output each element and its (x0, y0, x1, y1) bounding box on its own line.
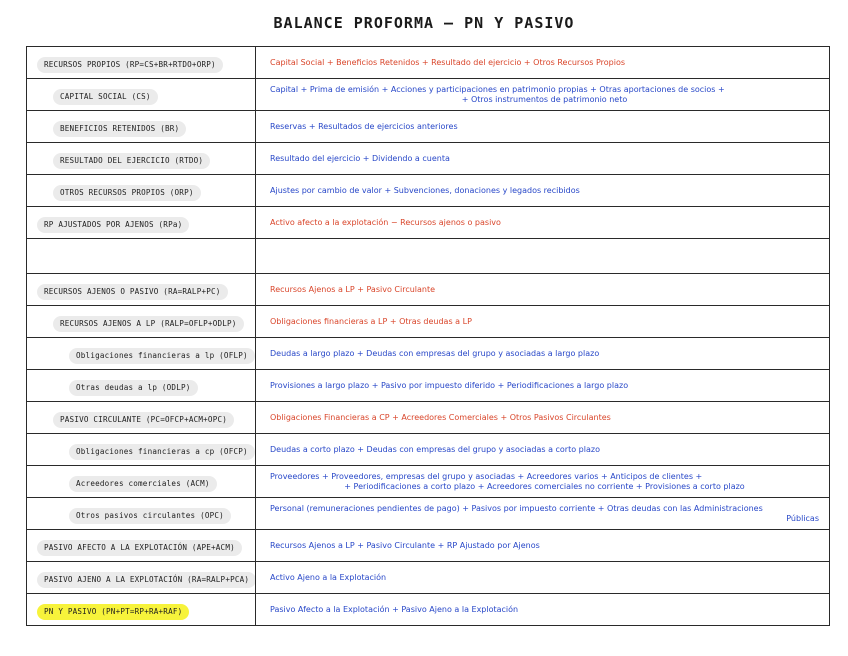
row-definition: Deudas a largo plazo + Deudas con empresas del grupo y asociadas a largo plazo (270, 348, 600, 358)
row-definition: Pasivo Afecto a la Explotación + Pasivo Ajeno a la Explotación (270, 604, 519, 614)
row-label: Obligaciones financieras a cp (OFCP) (69, 444, 255, 460)
table-row (27, 466, 830, 498)
row-definition: Resultado del ejercicio + Dividendo a cuenta (270, 153, 450, 163)
row-label: BENEFICIOS RETENIDOS (BR) (53, 121, 186, 137)
table-row (27, 498, 830, 530)
row-label: RECURSOS PROPIOS (RP=CS+BR+RTDO+ORP) (37, 57, 223, 73)
table-row (27, 594, 830, 626)
row-definition: Ajustes por cambio de valor + Subvenciones, donaciones y legados recibidos (270, 185, 580, 195)
row-label: Obligaciones financieras a lp (OFLP) (69, 348, 255, 364)
row-definition: Personal (remuneraciones pendientes de pago) + Pasivos por impuesto corriente + Otras deudas con las Administraciones Públicas (270, 503, 819, 523)
row-label: RECURSOS AJENOS A LP (RALP=OFLP+ODLP) (53, 316, 244, 332)
row-definition: Recursos Ajenos a LP + Pasivo Circulante + RP Ajustado por Ajenos (270, 540, 540, 550)
table-row (27, 306, 830, 338)
table-row (27, 175, 830, 207)
row-definition: Deudas a corto plazo + Deudas con empresas del grupo y asociadas a corto plazo (270, 444, 600, 454)
table-row (27, 562, 830, 594)
table-row (27, 111, 830, 143)
row-definition: Obligaciones Financieras a CP + Acreedores Comerciales + Otros Pasivos Circulantes (270, 412, 611, 422)
row-label: PASIVO AFECTO A LA EXPLOTACIÓN (APE+ACM) (37, 540, 242, 556)
row-label: RECURSOS AJENOS O PASIVO (RA=RALP+PC) (37, 284, 228, 300)
balance-table (26, 46, 830, 626)
table-row (27, 402, 830, 434)
row-label: Acreedores comerciales (ACM) (69, 476, 217, 492)
row-label: PASIVO AJENO A LA EXPLOTACIÓN (RA=RALP+PCA) (37, 572, 256, 588)
row-definition: Activo afecto a la explotación − Recursos ajenos o pasivo (270, 217, 501, 227)
row-definition: Proveedores + Proveedores, empresas del grupo y asociadas + Acreedores varios + Anticipos de clientes + + Periodificaciones a corto plazo + Acreedores comerciales no corriente + Provisiones a corto plazo (270, 471, 745, 491)
row-label-highlighted: PN Y PASIVO (PN+PT=RP+RA+RAF) (37, 604, 189, 620)
row-definition: Provisiones a largo plazo + Pasivo por impuesto diferido + Periodificaciones a largo plazo (270, 380, 629, 390)
row-label: OTROS RECURSOS PROPIOS (ORP) (53, 185, 201, 201)
row-definition: Capital + Prima de emisión + Acciones y participaciones en patrimonio propias + Otras aportaciones de socios + + Otros instrumentos de patrimonio neto (270, 84, 725, 104)
table-row (27, 338, 830, 370)
table-row (27, 434, 830, 466)
row-definition: Obligaciones financieras a LP + Otras deudas a LP (270, 316, 472, 326)
table-row (27, 79, 830, 111)
row-label: Otros pasivos circulantes (OPC) (69, 508, 231, 524)
table-row (27, 143, 830, 175)
table-row (27, 274, 830, 306)
row-definition: Recursos Ajenos a LP + Pasivo Circulante (270, 284, 436, 294)
row-label: PASIVO CIRCULANTE (PC=OFCP+ACM+OPC) (53, 412, 234, 428)
row-label: CAPITAL SOCIAL (CS) (53, 89, 158, 105)
spacer-row (27, 239, 830, 274)
page-title: BALANCE PROFORMA — PN Y PASIVO (273, 14, 575, 32)
table-row (27, 47, 830, 79)
row-label: Otras deudas a lp (ODLP) (69, 380, 198, 396)
row-definition: Reservas + Resultados de ejercicios anteriores (270, 121, 458, 131)
table-row (27, 530, 830, 562)
row-label: RP AJUSTADOS POR AJENOS (RPa) (37, 217, 189, 233)
row-definition: Capital Social + Beneficios Retenidos + Resultado del ejercicio + Otros Recursos Propios (270, 57, 626, 67)
table-row (27, 207, 830, 239)
table-row (27, 370, 830, 402)
row-label: RESULTADO DEL EJERCICIO (RTDO) (53, 153, 210, 169)
row-definition: Activo Ajeno a la Explotación (270, 572, 387, 582)
